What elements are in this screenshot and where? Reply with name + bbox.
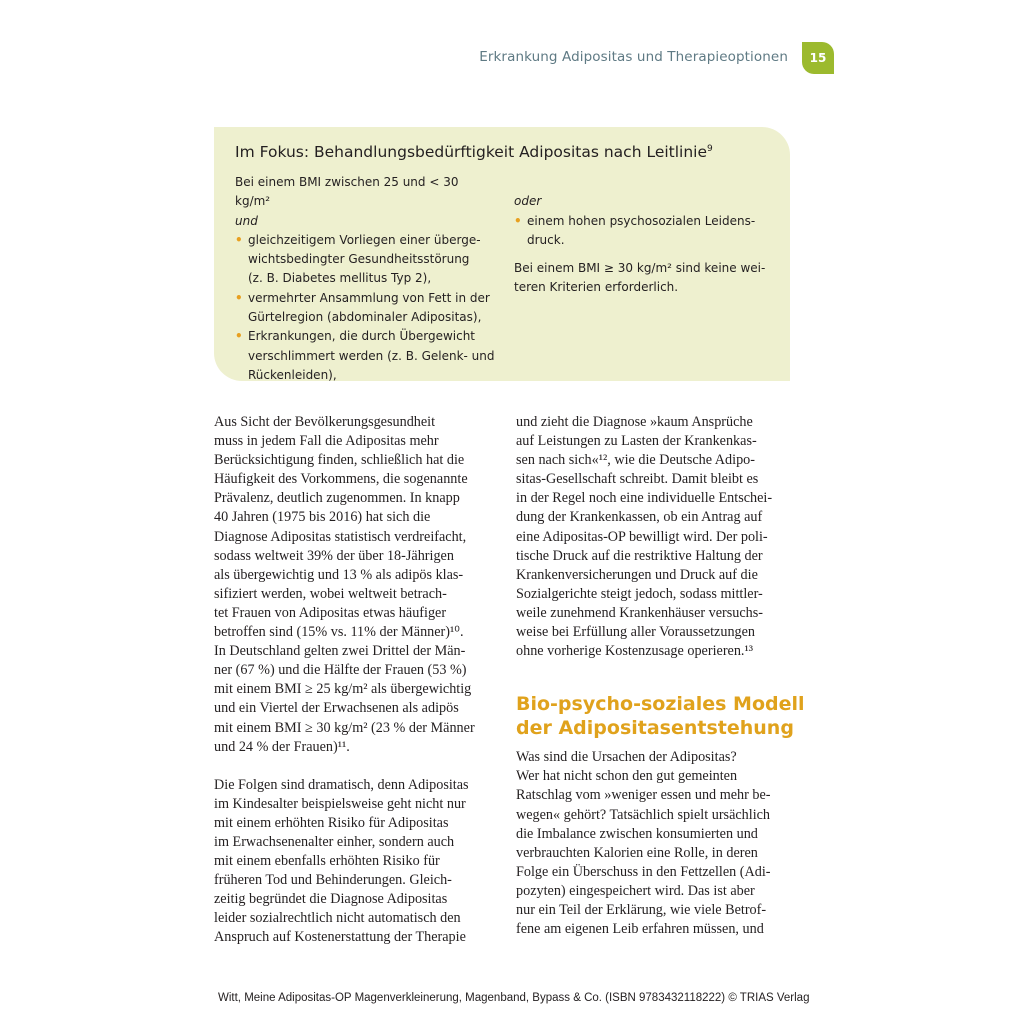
text-line: Berücksichtigung finden, schließlich hat die [214, 452, 465, 469]
text-line: betroffen sind (15% vs. 11% der Männer)¹⁰. [214, 624, 464, 641]
text-line: mit einem BMI ≥ 25 kg/m² als übergewichtig [214, 681, 472, 698]
focus-left-bullets [235, 231, 495, 385]
text-line: im Erwachsenenalter einher, sondern auch [214, 833, 455, 850]
right-paragraph-1 [516, 413, 791, 661]
bullet-line: gleichzeitigem Vorliegen einer überge- [248, 232, 481, 247]
text-line: sitas-Gesellschaft schreibt. Damit bleibt es [516, 471, 759, 488]
page-number-badge: 15 [802, 42, 834, 74]
text-line: ohne vorherige Kostenzusage operieren.¹³ [516, 643, 753, 660]
text-line: sodass weltweit 39% der über 18-Jährigen [214, 547, 454, 564]
text-line: weile zunehmend Krankenhäuser versuchs- [516, 604, 763, 621]
text-line: und 24 % der Frauen)¹¹. [214, 738, 350, 755]
text-line: fene am eigenen Leib erfahren müssen, und [516, 921, 764, 938]
running-header-title: Erkrankung Adipositas und Therapieoptionen [479, 49, 788, 65]
bullet-line: wichtsbedingter Gesundheitsstörung [248, 252, 470, 267]
text-line: wegen« gehört? Tatsächlich spielt ursächlich [516, 806, 771, 823]
focus-left-conjunction: und [235, 213, 258, 228]
left-paragraph-1 [214, 413, 489, 757]
text-line: teren Kriterien erforderlich. [514, 280, 679, 295]
text-line: weise bei Erfüllung aller Voraussetzungen [516, 624, 756, 641]
focus-right-note [514, 259, 774, 298]
focus-title-text: Im Fokus: Behandlungsbedürftigkeit Adipositas nach Leitlinie [235, 143, 708, 161]
text-line: tet Frauen von Adipositas etwas häufiger [214, 604, 447, 621]
text-line: eine Adipositas-OP bewilligt wird. Der poli- [516, 528, 768, 545]
left-paragraph-2 [214, 776, 489, 948]
bullet-dot-icon: • [235, 290, 243, 305]
focus-right-spacer-line [514, 173, 774, 192]
paragraph-gap [516, 661, 791, 692]
text-line: als übergewichtig und 13 % als adipös klas- [214, 566, 464, 583]
text-line: Ratschlag vom »weniger essen und mehr be- [516, 787, 771, 804]
text-line: Anspruch auf Kostenerstattung der Therapie [214, 929, 466, 946]
bullet-dot-icon: • [235, 329, 243, 344]
text-line: mit einem BMI ≥ 30 kg/m² (23 % der Männer [214, 719, 475, 736]
bullet-line: verschlimmert werden (z. B. Gelenk- und [248, 348, 495, 363]
paragraph-gap [214, 757, 489, 776]
text-line: Folge ein Überschuss in den Fettzellen (Adi- [516, 863, 771, 880]
focus-left-intro: Bei einem BMI zwischen 25 und < 30 kg/m² [235, 175, 459, 209]
text-line: Bio-psycho-soziales Modell [516, 693, 805, 716]
text-line: in der Regel noch eine individuelle Entschei- [516, 490, 773, 507]
text-line: Was sind die Ursachen der Adipositas? [516, 749, 737, 766]
bullet-item [235, 231, 495, 289]
body-right-column [516, 413, 805, 939]
bullet-item [235, 327, 495, 385]
text-line: die Imbalance zwischen konsumierten und [516, 825, 758, 842]
text-line: sen nach sich«¹², wie die Deutsche Adipo- [516, 452, 755, 469]
bullet-line: vermehrter Ansammlung von Fett in der [248, 290, 490, 305]
heading-gap [516, 740, 791, 748]
text-line: tische Druck auf die restriktive Haltung der [516, 547, 763, 564]
text-line: nur ein Teil der Erklärung, wie viele Betrof- [516, 901, 767, 918]
text-line: im Kindesalter beispielsweise geht nicht nur [214, 795, 466, 812]
text-line: und ein Viertel der Erwachsenen als adipös [214, 700, 459, 717]
body-left-column [214, 413, 489, 948]
text-line: Häufigkeit des Vorkommens, die sogenannte [214, 471, 468, 488]
bullet-line: (z. B. Diabetes mellitus Typ 2), [248, 271, 432, 286]
text-line: 40 Jahren (1975 bis 2016) hat sich die [214, 509, 431, 526]
text-line: mit einem ebenfalls erhöhten Risiko für [214, 853, 440, 870]
bullet-item [514, 212, 774, 251]
text-line: verbrauchten Kalorien eine Rolle, in deren [516, 844, 758, 861]
text-line: Krankenversicherungen und Druck auf die [516, 566, 758, 583]
text-line: dung der Krankenkassen, ob ein Antrag auf [516, 509, 763, 526]
focus-title-ref: 9 [707, 143, 713, 154]
text-line: Wer hat nicht schon den gut gemeinten [516, 768, 738, 785]
bullet-line: einem hohen psychosozialen Leidens- [527, 213, 756, 228]
text-line: muss in jedem Fall die Adipositas mehr [214, 433, 439, 450]
text-line: leider sozialrechtlich nicht automatisch den [214, 910, 461, 927]
text-line: Aus Sicht der Bevölkerungsgesundheit [214, 414, 436, 430]
text-line: und zieht die Diagnose »kaum Ansprüche [516, 414, 753, 430]
focus-right-bullets [514, 212, 774, 251]
text-line: zeitig begründet die Diagnose Adipositas [214, 891, 448, 908]
text-line: früheren Tod und Behinderungen. Gleich- [214, 872, 452, 889]
focus-box [214, 127, 790, 381]
bullet-line: Rückenleiden), [248, 367, 337, 382]
text-line: ner (67 %) und die Hälfte der Frauen (53 %) [214, 662, 467, 679]
bullet-item [235, 289, 495, 328]
text-line: auf Leistungen zu Lasten der Krankenkas- [516, 433, 757, 450]
text-line: mit einem erhöhten Risiko für Adipositas [214, 814, 449, 831]
bullet-line: Gürtelregion (abdominaler Adipositas), [248, 310, 482, 325]
text-line: Die Folgen sind dramatisch, denn Adipositas [214, 776, 469, 793]
text-line: Bei einem BMI ≥ 30 kg/m² sind keine wei- [514, 261, 766, 276]
bullet-line: Erkrankungen, die durch Übergewicht [248, 329, 476, 344]
focus-box-title [235, 143, 713, 161]
focus-right-column [514, 173, 774, 298]
text-line: Prävalenz, deutlich zugenommen. In knapp [214, 490, 460, 507]
text-line: der Adipositasentstehung [516, 717, 794, 740]
focus-right-gap [514, 250, 774, 259]
text-line: Sozialgerichte steigt jedoch, sodass mittler- [516, 585, 763, 602]
bullet-dot-icon: • [235, 232, 243, 247]
focus-left-column [235, 173, 495, 385]
bullet-line: druck. [527, 232, 565, 247]
text-line: In Deutschland gelten zwei Drittel der Män- [214, 643, 466, 660]
right-paragraph-2 [516, 748, 791, 939]
section-heading [516, 692, 805, 740]
bullet-dot-icon: • [514, 213, 522, 228]
footer-citation: Witt, Meine Adipositas-OP Magenverkleinerung, Magenband, Bypass & Co. (ISBN 9783432118222) © TRIAS Verlag [218, 992, 810, 1004]
text-line: pozyten) eingespeichert wird. Das ist aber [516, 882, 755, 899]
text-line: Diagnose Adipositas statistisch verdreifacht, [214, 528, 467, 545]
focus-right-conjunction: oder [514, 194, 542, 209]
text-line: sifiziert werden, wobei weltweit betrach- [214, 585, 447, 602]
